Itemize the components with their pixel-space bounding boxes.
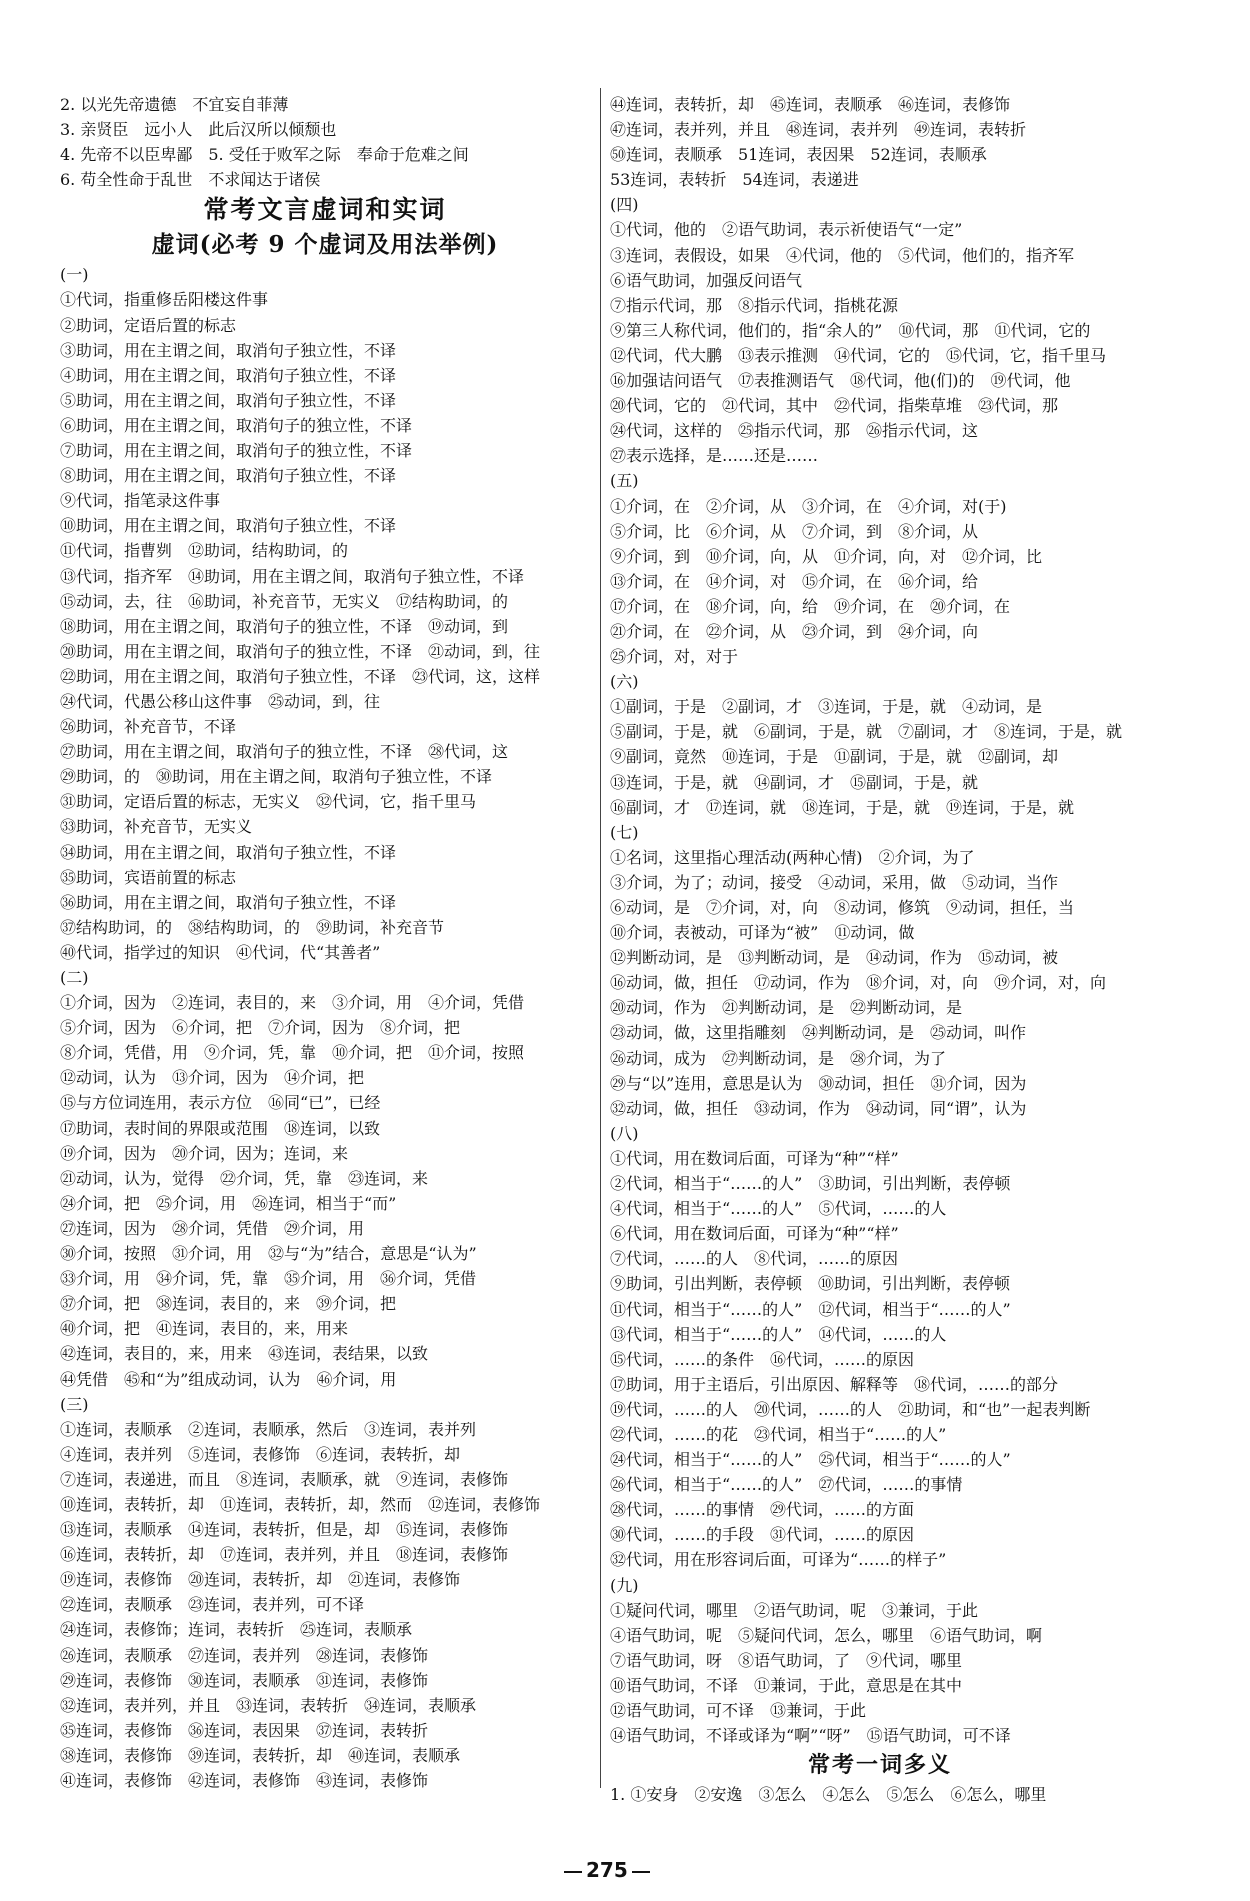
text-line: ⑯连词，表转折，却 ⑰连词，表并列，并且 ⑱连词，表修饰 (60, 1545, 509, 1565)
text-line: (九) (610, 1575, 639, 1595)
text-line: ㉜动词，做，担任 ㉝动词，作为 ㉞动词，同“谓”，认为 (610, 1098, 1027, 1118)
text-line: ⑨助词，引出判断，表停顿 ⑩助词，引出判断，表停顿 (610, 1274, 1011, 1294)
text-line: ㉔代词，相当于“……的人” ㉕代词，相当于“……的人” (610, 1450, 1011, 1470)
text-line: ①名词，这里指心理活动(两种心情) ②介词，为了 (610, 847, 975, 867)
text-line: ⑥动词，是 ⑦介词，对，向 ⑧动词，修筑 ⑨动词，担任，当 (610, 898, 1075, 917)
text-line: ⑬代词，指齐军 ⑭助词，用在主谓之间，取消句子独立性，不译 (60, 566, 525, 586)
text-line: ㊿连词，表顺承 51连词，表因果 52连词，表顺承 (610, 145, 987, 165)
text-line: ④助词，用在主谓之间，取消句子独立性，不译 (60, 365, 397, 385)
text-line: ㊹连词，表转折，却 ㊺连词，表顺承 ㊻连词，表修饰 (610, 95, 1011, 114)
text-line: ⑪代词，相当于“……的人” ⑫代词，相当于“……的人” (610, 1299, 1011, 1319)
text-line: ㉙连词，表修饰 ㉚连词，表顺承 ㉛连词，表修饰 (60, 1670, 429, 1690)
text-line: ⑩连词，表转折，却 ⑪连词，表转折，却，然而 ⑫连词，表修饰 (60, 1494, 541, 1514)
text-line: (二) (60, 968, 89, 987)
text-line: ⑰介词，在 ⑱介词，向，给 ⑲介词，在 ⑳介词，在 (610, 596, 1011, 616)
text-line: ⑤助词，用在主谓之间，取消句子独立性，不译 (60, 390, 397, 410)
text-line: ③连词，表假设，如果 ④代词，他的 ⑤代词，他们的，指齐军 (610, 245, 1075, 265)
text-line: ㉘代词，……的事情 ㉙代词，……的方面 (610, 1500, 915, 1520)
text-line: (一) (60, 265, 89, 285)
text-line: 53连词，表转折 54连词，表递进 (610, 170, 859, 190)
section-heading: 常考文言虚词和实词 (203, 195, 447, 225)
text-line: ㊲结构助词，的 ㊳结构助词，的 ㊴助词，补充音节 (60, 917, 445, 937)
text-line: ㊼连词，表并列，并且 ㊽连词，表并列 ㊾连词，表转折 (610, 120, 1027, 140)
text-line: ⑦代词，……的人 ⑧代词，……的原因 (610, 1249, 899, 1269)
text-line: ⑦指示代词，那 ⑧指示代词，指桃花源 (610, 295, 899, 315)
text-line: ㉑介词，在 ㉒介词，从 ㉓介词，到 ㉔介词，向 (610, 621, 979, 641)
text-line: ㉖连词，表顺承 ㉗连词，表并列 ㉘连词，表修饰 (60, 1645, 429, 1665)
text-line: ⑩助词，用在主谓之间，取消句子独立性，不译 (60, 516, 397, 536)
text-line: ㊵介词，把 ㊶连词，表目的，来，用来 (60, 1319, 349, 1339)
text-line: ①连词，表顺承 ②连词，表顺承，然后 ③连词，表并列 (60, 1419, 477, 1439)
text-line: ㊶连词，表修饰 ㊷连词，表修饰 ㊸连词，表修饰 (60, 1771, 429, 1790)
subsection-heading: 虚词(必考 9 个虚词及用法举例) (151, 231, 499, 259)
text-line: ㉚介词，按照 ㉛介词，用 ㉜与“为”结合，意思是“认为” (60, 1244, 477, 1264)
section-heading: 常考一词多义 (807, 1752, 952, 1779)
text-line: ⑫动词，认为 ⑬介词，因为 ⑭介词，把 (60, 1068, 365, 1088)
text-line: (八) (610, 1123, 639, 1143)
text-line: ⑫代词，代大鹏 ⑬表示推测 ⑭代词，它的 ⑮代词，它，指千里马 (610, 345, 1107, 365)
text-line: ⑰助词，表时间的界限或范围 ⑱连词，以致 (60, 1118, 381, 1138)
text-line: ㊵代词，指学过的知识 ㊶代词，代“其善者” (60, 942, 381, 962)
text-line: ①代词，他的 ②语气助词，表示祈使语气“一定” (610, 220, 963, 240)
text-line: ⑩语气助词，不译 ⑪兼词，于此，意思是在其中 (610, 1675, 963, 1695)
text-line: ㊱助词，用在主谓之间，取消句子独立性，不译 (60, 892, 397, 912)
text-line: ①代词，指重修岳阳楼这件事 (60, 290, 269, 310)
text-line: ㉝助词，补充音节，无实义 (60, 817, 253, 837)
text-line: 1. ①安身 ②安逸 ③怎么 ④怎么 ⑤怎么 ⑥怎么，哪里 (610, 1785, 1047, 1805)
text-line: (七) (610, 822, 639, 842)
page-number: 275 (560, 1858, 654, 1882)
text-line: ⑨第三人称代词，他们的，指“余人的” ⑩代词，那 ⑪代词，它的 (610, 320, 1091, 340)
text-line: (三) (60, 1394, 89, 1414)
text-line: ㊲介词，把 ㊳连词，表目的，来 ㊴介词，把 (60, 1294, 397, 1314)
text-line: ⑧介词，凭借，用 ⑨介词，凭，靠 ⑩介词，把 ⑪介词，按照 (60, 1043, 525, 1063)
text-line: ㉙助词，的 ㉚助词，用在主谓之间，取消句子独立性，不译 (60, 767, 493, 787)
text-line: ⑳代词，它的 ㉑代词，其中 ㉒代词，指柴草堆 ㉓代词，那 (610, 396, 1059, 416)
text-line: ⑦连词，表递进，而且 ⑧连词，表顺承，就 ⑨连词，表修饰 (60, 1469, 509, 1489)
text-line: ①疑问代词，哪里 ②语气助词，呢 ③兼词，于此 (610, 1600, 979, 1620)
text-line: ㉜连词，表并列，并且 ㉝连词，表转折 ㉞连词，表顺承 (60, 1695, 477, 1715)
text-line: ㉟助词，宾语前置的标志 (60, 867, 237, 887)
text-line: ①代词，用在数词后面，可译为“种”“样” (610, 1148, 899, 1168)
text-line: ㉒助词，用在主谓之间，取消句子独立性，不译 ㉓代词，这，这样 (60, 666, 541, 686)
text-line: ②代词，相当于“……的人” ③助词，引出判断，表停顿 (610, 1174, 1011, 1194)
text-line: ①副词，于是 ②副词，才 ③连词，于是，就 ④动词，是 (610, 697, 1043, 717)
text-line: ㊳连词，表修饰 ㊴连词，表转折，却 ㊵连词，表顺承 (60, 1745, 461, 1765)
text-line: 2. 以光先帝遗德 不宜妄自菲薄 (60, 95, 289, 114)
text-line: ㉗助词，用在主谓之间，取消句子的独立性，不译 ㉘代词，这 (60, 742, 509, 762)
text-line: ㊷连词，表目的，来，用来 ㊸连词，表结果，以致 (60, 1344, 429, 1364)
text-line: ㉑动词，认为，觉得 ㉒介词，凭，靠 ㉓连词，来 (60, 1168, 429, 1188)
text-line: ㉝介词，用 ㉞介词，凭，靠 ㉟介词，用 ㊱介词，凭借 (60, 1269, 477, 1289)
text-line: (六) (610, 672, 639, 692)
text-line: ⑰助词，用于主语后，引出原因、解释等 ⑱代词，……的部分 (610, 1374, 1059, 1394)
text-line: ㉖代词，相当于“……的人” ㉗代词，……的事情 (610, 1475, 963, 1495)
text-line: ㉔代词，这样的 ㉕指示代词，那 ㉖指示代词，这 (610, 421, 979, 441)
text-line: ⑫语气助词，可不译 ⑬兼词，于此 (610, 1701, 867, 1720)
text-line: ㉒代词，……的花 ㉓代词，相当于“……的人” (610, 1424, 947, 1444)
left-column (60, 92, 590, 1793)
text-line: ⑨介词，到 ⑩介词，向，从 ⑪介词，向，对 ⑫介词，比 (610, 546, 1043, 566)
text-line: ⑯加强诘问语气 ⑰表推测语气 ⑱代词，他(们)的 ⑲代词，他 (610, 371, 1071, 391)
text-line: ㉖助词，补充音节，不译 (60, 717, 237, 737)
text-line: ㊹凭借 ㊺和“为”组成动词，认为 ㊻介词，用 (60, 1369, 397, 1389)
text-line: ⑬代词，相当于“……的人” ⑭代词，……的人 (610, 1324, 947, 1344)
text-line: ㉟连词，表修饰 ㊱连词，表因果 ㊲连词，表转折 (60, 1720, 429, 1740)
text-line: ⑭语气助词，不译或译为“啊”“呀” ⑮语气助词，可不译 (610, 1726, 1011, 1746)
text-line: ⑬介词，在 ⑭介词，对 ⑮介词，在 ⑯介词，给 (610, 571, 979, 591)
text-line: ⑫判断动词，是 ⑬判断动词，是 ⑭动词，作为 ⑮动词，被 (610, 948, 1059, 968)
text-line: ⑮动词，去，往 ⑯助词，补充音节，无实义 ⑰结构助词，的 (60, 591, 509, 611)
text-line: ⑥语气助词，加强反问语气 (610, 270, 803, 290)
text-line: ⑯副词，才 ⑰连词，就 ⑱连词，于是，就 ⑲连词，于是，就 (610, 797, 1075, 817)
text-line: ④语气助词，呢 ⑤疑问代词，怎么，哪里 ⑥语气助词，啊 (610, 1625, 1043, 1645)
text-line: ⑨副词，竟然 ⑩连词，于是 ⑪副词，于是，就 ⑫副词，却 (610, 747, 1059, 767)
text-line: ⑤介词，因为 ⑥介词，把 ⑦介词，因为 ⑧介词，把 (60, 1018, 461, 1038)
text-line: ⑲介词，因为 ⑳介词，因为；连词，来 (60, 1143, 349, 1163)
text-line: ㉕介词，对，对于 (610, 647, 739, 667)
text-line: ㉔介词，把 ㉕介词，用 ㉖连词，相当于“而” (60, 1193, 397, 1213)
text-line: ⑤介词，比 ⑥介词，从 ⑦介词，到 ⑧介词，从 (610, 521, 979, 541)
text-line: ㉛助词，定语后置的标志，无实义 ㉜代词，它，指千里马 (60, 792, 477, 812)
text-line: ㉔连词，表修饰；连词，表转折 ㉕连词，表顺承 (60, 1620, 413, 1640)
text-line: (五) (610, 471, 639, 491)
text-line: ⑳动词，作为 ㉑判断动词，是 ㉒判断动词，是 (610, 998, 963, 1018)
text-line: 4. 先帝不以臣卑鄙 5. 受任于败军之际 奉命于危难之间 (60, 145, 469, 165)
text-line: (四) (610, 195, 639, 215)
text-line: ㉚代词，……的手段 ㉛代词，……的原因 (610, 1525, 915, 1545)
text-line: ⑦助词，用在主谓之间，取消句子的独立性，不译 (60, 441, 413, 461)
text-line: ①介词，因为 ②连词，表目的，来 ③介词，用 ④介词，凭借 (60, 993, 525, 1013)
text-line: ⑪代词，指曹刿 ⑫助词，结构助词，的 (60, 541, 349, 561)
text-line: ②助词，定语后置的标志 (60, 315, 237, 335)
text-line: ㉜代词，用在形容词后面，可译为“……的样子” (610, 1550, 947, 1570)
text-line: ④代词，相当于“……的人” ⑤代词，……的人 (610, 1199, 947, 1219)
text-line: ⑥助词，用在主谓之间，取消句子的独立性，不译 (60, 415, 413, 435)
text-line: ⑤副词，于是，就 ⑥副词，于是，就 ⑦副词，才 ⑧连词，于是，就 (610, 722, 1123, 742)
text-line: ⑩介词，表被动，可译为“被” ⑪动词，做 (610, 923, 915, 943)
text-line: ⑲连词，表修饰 ⑳连词，表转折，却 ㉑连词，表修饰 (60, 1570, 461, 1590)
text-line: ⑮代词，……的条件 ⑯代词，……的原因 (610, 1349, 915, 1369)
text-line: ㉙与“以”连用，意思是认为 ㉚动词，担任 ㉛介词，因为 (610, 1073, 1027, 1093)
text-line: 3. 亲贤臣 远小人 此后汉所以倾颓也 (60, 120, 337, 140)
column-divider (600, 88, 601, 1788)
text-line: 6. 苟全性命于乱世 不求闻达于诸侯 (60, 170, 321, 190)
text-line: ㉗连词，因为 ㉘介词，凭借 ㉙介词，用 (60, 1218, 365, 1238)
text-line: ⑬连词，表顺承 ⑭连词，表转折，但是，却 ⑮连词，表修饰 (60, 1520, 509, 1540)
text-line: ⑲代词，……的人 ⑳代词，……的人 ㉑助词，和“也”一起表判断 (610, 1399, 1091, 1419)
text-line: ⑨代词，指笔录这件事 (60, 491, 221, 511)
text-line: ④连词，表并列 ⑤连词，表修饰 ⑥连词，表转折，却 (60, 1444, 461, 1464)
text-line: ㉞助词，用在主谓之间，取消句子独立性，不译 (60, 842, 397, 862)
text-line: ㉖动词，成为 ㉗判断动词，是 ㉘介词，为了 (610, 1048, 947, 1068)
text-line: ㉗表示选择，是……还是…… (610, 446, 819, 466)
text-line: ⑥代词，用在数词后面，可译为“种”“样” (610, 1224, 899, 1244)
right-column (610, 92, 1150, 1807)
text-line: ⑬连词，于是，就 ⑭副词，才 ⑮副词，于是，就 (610, 772, 979, 792)
text-line: ㉔代词，代愚公移山这件事 ㉕动词，到，往 (60, 691, 381, 711)
text-line: ③介词，为了；动词，接受 ④动词，采用，做 ⑤动词，当作 (610, 872, 1059, 892)
text-line: ①介词，在 ②介词，从 ③介词，在 ④介词，对(于) (610, 496, 1007, 516)
text-line: ㉓动词，做，这里指雕刻 ㉔判断动词，是 ㉕动词，叫作 (610, 1023, 1027, 1043)
text-line: ⑯动词，做，担任 ⑰动词，作为 ⑱介词，对，向 ⑲介词，对，向 (610, 973, 1107, 993)
text-line: ㉒连词，表顺承 ㉓连词，表并列，可不译 (60, 1595, 365, 1615)
text-line: ⑱助词，用在主谓之间，取消句子的独立性，不译 ⑲动词，到 (60, 616, 509, 636)
text-line: ⑧助词，用在主谓之间，取消句子独立性，不译 (60, 466, 397, 486)
text-line: ⑦语气助词，呀 ⑧语气助词，了 ⑨代词，哪里 (610, 1650, 963, 1670)
text-line: ⑮与方位词连用，表示方位 ⑯同“已”，已经 (60, 1093, 381, 1113)
text-line: ⑳助词，用在主谓之间，取消句子的独立性，不译 ㉑动词，到，往 (60, 641, 541, 661)
text-line: ③助词，用在主谓之间，取消句子独立性，不译 (60, 340, 397, 360)
